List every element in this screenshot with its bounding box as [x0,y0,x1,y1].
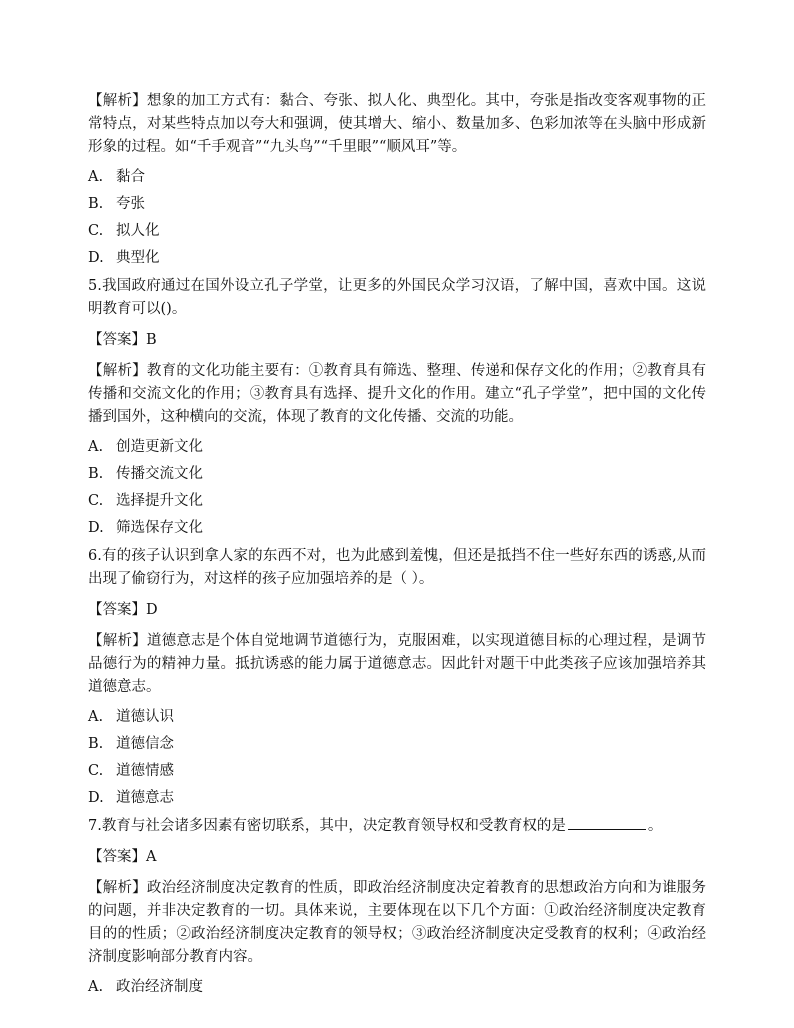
analysis-tag: 【解析】 [88,633,147,649]
analysis-paragraph-5 [88,360,706,429]
option-letter: B. [88,466,104,482]
option-item [88,437,706,457]
option-letter: B. [88,736,104,752]
answer-line-5 [88,329,706,352]
answer-value: A [146,849,157,865]
option-letter: A. [88,709,104,725]
option-text: 创造更新文化 [116,439,203,455]
option-text: 道德情感 [116,763,174,779]
answer-line-7 [88,846,706,869]
answer-line-6 [88,599,706,622]
option-letter: A. [88,979,104,995]
answer-tag: 【答案】 [88,332,146,348]
option-text: 黏合 [116,169,145,185]
option-item [88,707,706,727]
option-item [88,734,706,754]
option-letter: D. [88,250,104,266]
option-item [88,221,706,241]
option-text: 道德意志 [116,790,174,806]
option-letter: D. [88,790,104,806]
option-letter: A. [88,439,104,455]
answer-tag: 【答案】 [88,602,146,618]
answer-value: B [146,332,157,348]
option-item [88,761,706,781]
document-page [88,90,706,1004]
analysis-paragraph-7 [88,877,706,969]
option-item [88,194,706,214]
option-letter: C. [88,493,104,509]
option-text: 拟人化 [116,223,160,239]
question-5: 5.我国政府通过在国外设立孔子学堂，让更多的外国民众学习汉语，了解中国，喜欢中国。这说明教育可以()。 [88,278,706,317]
option-item [88,788,706,808]
option-letter: C. [88,763,104,779]
option-item [88,491,706,511]
analysis-text: 政治经济制度决定教育的性质，即政治经济制度决定着教育的思想政治方向和为谁服务的问题，并非决定教育的一切。具体来说，主要体现在以下几个方面：①政治经济制度决定教育目的的性质；②政治经济制度决定教育的领导权；③政治经济制度决定受教育的权利；④政治经济制度影响部分教育内容。 [88,880,707,965]
analysis-paragraph-6 [88,630,706,699]
analysis-tag: 【解析】 [88,363,147,379]
option-text: 典型化 [116,250,160,266]
option-item [88,167,706,187]
answer-blank [568,815,646,830]
analysis-text: 教育的文化功能主要有：①教育具有筛选、整理、传递和保存文化的作用；②教育具有传播和交流文化的作用；③教育具有选择、提升文化的作用。建立“孔子学堂”，把中国的文化传播到国外，这种横向的交流，体现了教育的文化传播、交流的功能。 [88,363,707,425]
answer-tag: 【答案】 [88,849,146,865]
option-text: 政治经济制度 [116,979,203,995]
option-letter: B. [88,196,104,212]
analysis-paragraph-1 [88,90,706,159]
option-text: 选择提升文化 [116,493,203,509]
option-item [88,464,706,484]
option-letter: C. [88,223,104,239]
option-text: 夸张 [116,196,145,212]
question-7 [88,815,706,838]
option-text: 道德信念 [116,736,174,752]
question-end: 。 [647,818,663,834]
analysis-tag: 【解析】 [88,880,147,896]
option-item [88,248,706,268]
option-letter: A. [88,169,104,185]
analysis-tag: 【解析】 [88,93,147,109]
option-letter: D. [88,520,104,536]
option-text: 道德认识 [116,709,174,725]
option-text: 传播交流文化 [116,466,203,482]
option-item [88,977,706,997]
option-text: 筛选保存文化 [116,520,203,536]
option-item [88,518,706,538]
question-text: 7.教育与社会诸多因素有密切联系，其中，决定教育领导权和受教育权的是 [88,818,566,834]
analysis-text: 道德意志是个体自觉地调节道德行为，克服困难，以实现道德目标的心理过程，是调节品德行为的精神力量。抵抗诱惑的能力属于道德意志。因此针对题干中此类孩子应该加强培养其道德意志。 [88,633,707,695]
answer-value: D [146,602,158,618]
analysis-text: 想象的加工方式有：黏合、夸张、拟人化、典型化。其中，夸张是指改变客观事物的正常特点，对某些特点加以夸大和强调，使其增大、缩小、数量加多、色彩加浓等在头脑中形成新形象的过程。如“千手观音”“九头鸟”“千里眼”“顺风耳”等。 [88,93,707,155]
question-6: 6.有的孩子认识到拿人家的东西不对，也为此感到羞愧，但还是抵挡不住一些好东西的诱惑,从而出现了偷窃行为，对这样的孩子应加强培养的是（ ）。 [88,548,706,587]
